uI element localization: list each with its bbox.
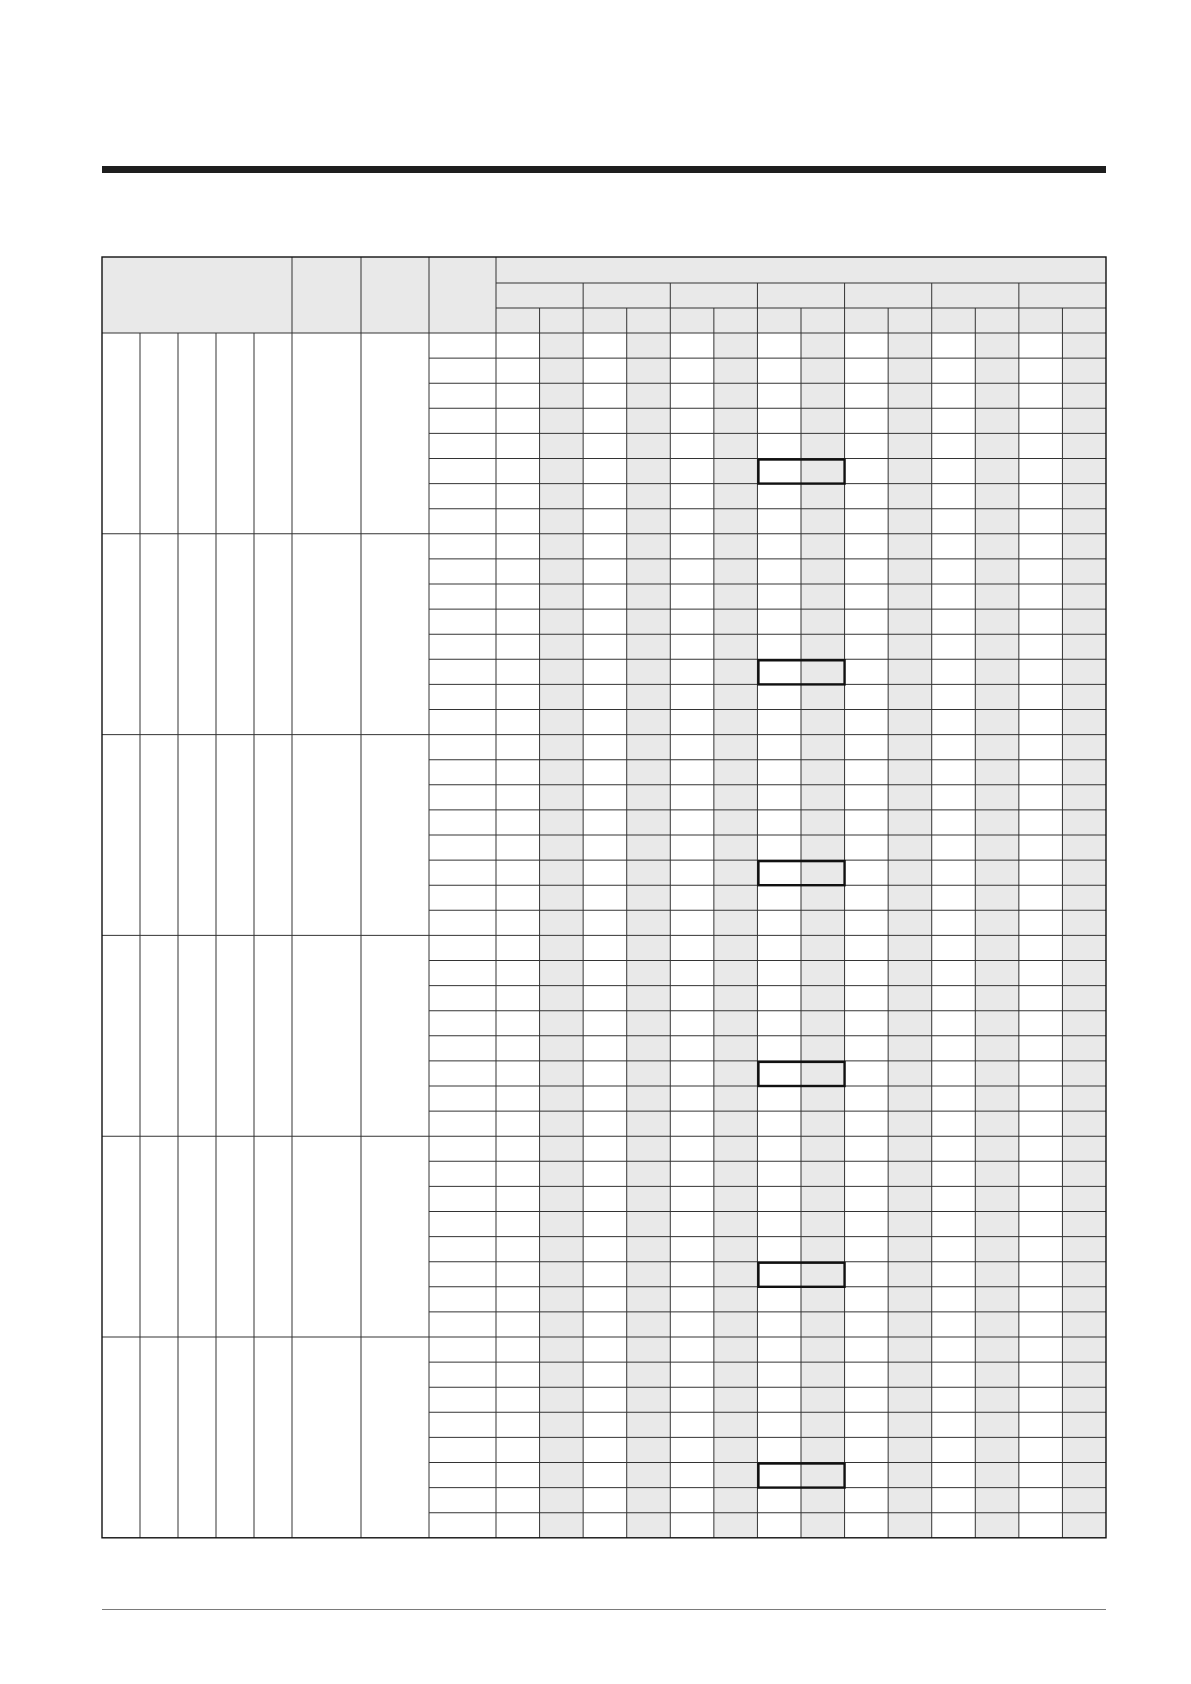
table-outer-border: [102, 257, 1106, 1538]
header-background: [102, 257, 1106, 333]
footer-rule: [102, 1609, 1106, 1610]
